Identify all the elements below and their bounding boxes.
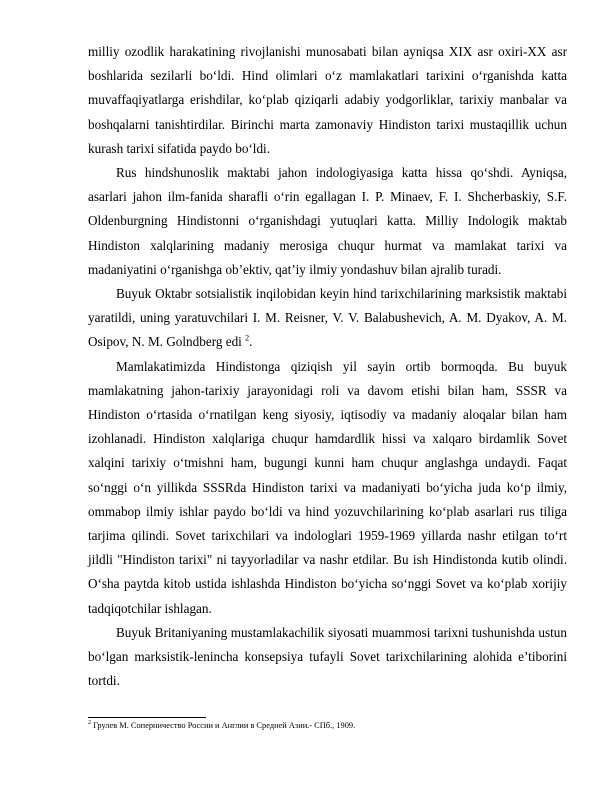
paragraph-2: Rus hindshunoslik maktabi jahon indologiyasiga katta hissa qo‘shdi. Ayniqsa, asarlari jahon ilm-fanida sharafli o‘rin egallagan I. P. Minaev, F. I. Shcherbaskiy, S.F. Oldenburgning Hindistonni o‘rganishdagi yutuqlari katta. Milliy Indologik maktab Hindiston xalqlarining madaniy merosiga chuqur hurmat va mamlakat tarixi va madaniyatini o‘rganishga ob’ektiv, qat’iy ilmiy yondashuv bilan ajralib turadi. — [88, 165, 567, 277]
footnote — [88, 720, 567, 732]
paragraph-3-text: Buyuk Oktabr sotsialistik inqilobidan keyin hind tarixchilarining marksistik maktabi yaratildi, uning yaratuvchilari I. M. Reisner, V. V. Balabushevich, A. M. Dyakov, A. M. Osipov, N. M. Golndberg edi — [88, 286, 567, 350]
paragraph-4: Mamlakatimizda Hindistonga qiziqish yil sayin ortib bormoqda. Bu buyuk mamlakatning jahon-tarixiy jarayonidagi roli va davom etishi bilan ham, SSSR va Hindiston o‘rtasida o‘rnatilgan keng siyosiy, iqtisodiy va madaniy aloqalar bilan ham izohlanadi. Hindiston xalqlariga chuqur hamdardlik hissi va xalqaro birdamlik Sovet xalqini tarixiy o‘tmishni ham, bugungi kunni ham chuqur anglashga undaydi. Faqat so‘nggi o‘n yillikda SSSRda Hindiston tarixi va madaniyati bo‘yicha juda ko‘p ilmiy, ommabop ilmiy ishlar paydo bo‘ldi va hind yozuvchilarining ko‘plab asarlari rus tiliga tarjima qilindi. Sovet tarixchilari va indologlari 1959-1969 yillarda nashr etilgan to‘rt jildli "Hindiston tarixi" ni tayyorladilar va nashr etdilar. Bu ish Hindistonda kutib olindi. O‘sha paytda kitob ustida ishlashda Hindiston bo‘yicha so‘nggi Sovet va ko‘plab xorijiy tadqiqotchilar ishlagan. — [88, 358, 567, 616]
paragraph-1: milliy ozodlik harakatining rivojlanishi munosabati bilan ayniqsa XIX asr oxiri-XX asr boshlarida sezilarli bo‘ldi. Hind olimlari o‘z mamlakatlari tarixini o‘rganishda katta muvaffaqiyatlarga erishdilar, ko‘plab qiziqarli adabiy yodgorliklar, tarixiy manbalar va boshqalarni tanishtirdilar. Birinchi marta zamonaviy Hindiston tarixi mustaqillik uchun kurash tarixi sifatida paydo bo‘ldi. — [88, 44, 567, 156]
footnote-divider — [88, 717, 206, 718]
footnote-reference[interactable]: 2 — [245, 334, 250, 344]
paragraph-3-tail: . — [249, 334, 253, 350]
footnote-text: Грулев М. Соперничество России и Англии в Средней Азии.- СПб., 1909. — [93, 721, 356, 730]
footnote-number: 2 — [88, 720, 91, 727]
paragraph-3 — [88, 282, 567, 355]
document-body — [88, 40, 567, 693]
paragraph-5: Buyuk Britaniyaning mustamlakachilik siyosati muammosi tarixni tushunishda ustun bo‘lgan marksistik-lenincha konsepsiya tufayli Sovet tarixchilarining alohida e’tiborini tortdi. — [88, 624, 567, 689]
